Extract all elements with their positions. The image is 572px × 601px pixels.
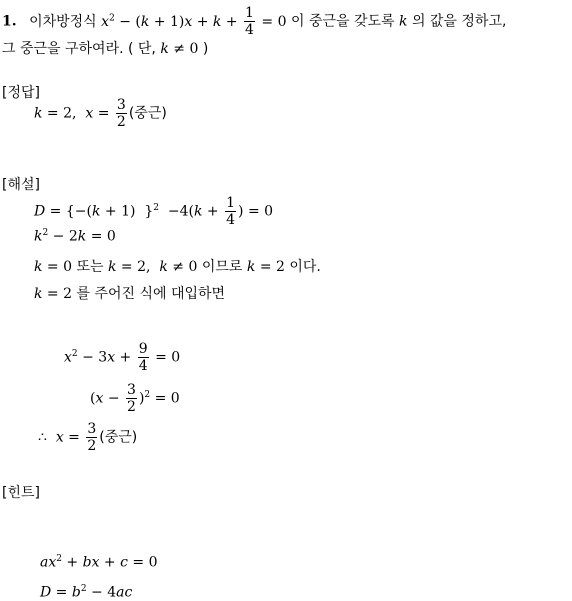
- solution-line-3: k = 0 또는 k = 2, k ≠ 0 이므로 k = 2 이다.: [34, 259, 321, 275]
- fraction-one-quarter-2: $\frac{1}{4}$: [226, 195, 236, 228]
- root-suffix: (중근): [99, 429, 138, 446]
- problem-line2-text: 그 중근을 구하여라. ( 단,: [2, 41, 156, 57]
- answer-suffix: (중근): [128, 105, 167, 122]
- solution-eq-1: $x^2 - 3x$ + $\frac{9}{4}$ = 0: [64, 341, 181, 374]
- problem-equation: $x^2 - (k + 1)x + k$ + $\frac{1}{4}$ = 0: [101, 5, 291, 38]
- answer-line: k = 2, x = $\frac{3}{2}$ (중근): [34, 97, 167, 130]
- problem-lead: 이차방정식: [29, 13, 97, 30]
- solution-heading: [해설]: [2, 177, 40, 193]
- solution-eq-3: ∴ x = $\frac{3}{2}$ (중근): [38, 421, 138, 454]
- problem-number: 1.: [2, 13, 17, 30]
- fraction-three-halves: $\frac{3}{2}$: [116, 97, 126, 130]
- problem-tail: 이 중근을 갖도록: [290, 13, 395, 30]
- because-text: 이므로: [201, 259, 243, 275]
- fraction-three-halves-3: $\frac{3}{2}$: [87, 421, 97, 454]
- is-text: 이다.: [289, 259, 321, 275]
- solution-line-2: $k^2 - 2k = 0$: [34, 228, 116, 245]
- problem-line-2: 그 중근을 구하여라. ( 단, k ≠ 0 ): [2, 41, 209, 57]
- answer-heading: [정답]: [2, 85, 40, 101]
- fraction-one-quarter: $\frac{1}{4}$: [245, 5, 254, 38]
- hint-eq-2: $D = b^2 - 4ac$: [40, 584, 133, 601]
- problem-tail-b: 의 값을 정하고,: [411, 13, 507, 30]
- solution-line-1: D = {−(k + 1) }$^2$ −4(k + $\frac{1}{4}$ ) = 0: [34, 195, 274, 228]
- problem-line-1: 1. 이차방정식 $x^2 - (k + 1)x + k$ + $\frac{1}{4}$ = 0 이 중근을 갖도록 k 의 값을 정하고,: [2, 5, 507, 38]
- problem-line2-end: ): [202, 41, 209, 57]
- solution-eq-2: (x − $\frac{3}{2}$ )$^2$ = 0: [90, 382, 180, 415]
- fraction-three-halves-2: $\frac{3}{2}$: [127, 382, 136, 415]
- hint-heading: [힌트]: [2, 485, 40, 501]
- solution-line-4: k = 2 를 주어진 식에 대입하면: [34, 286, 226, 302]
- substitute-text: 를 주어진 식에 대입하면: [76, 286, 226, 302]
- or-text: 또는: [76, 259, 104, 275]
- fraction-nine-quarters: $\frac{9}{4}$: [138, 341, 148, 374]
- hint-eq-1: $ax^2$ + bx + c = 0: [40, 554, 158, 571]
